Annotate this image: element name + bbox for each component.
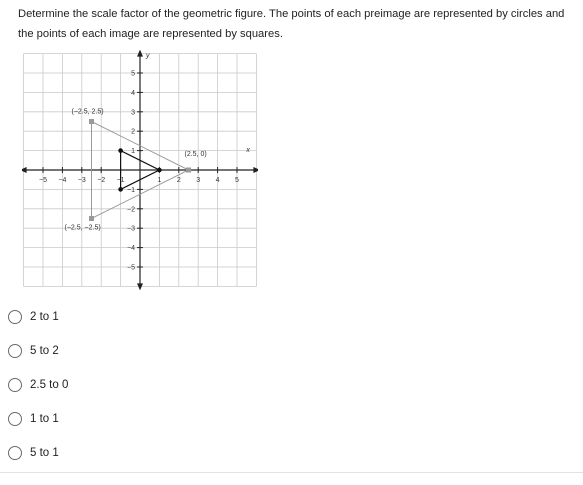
y-tick-label: −4: [127, 245, 135, 253]
choice-option[interactable]: [8, 306, 68, 328]
point-label: (−2.5, 2.5): [71, 108, 104, 116]
x-tick-label: −5: [39, 177, 47, 184]
radio-button[interactable]: [8, 378, 22, 392]
y-tick-label: 2: [131, 128, 135, 136]
choice-option[interactable]: [8, 408, 68, 430]
x-tick-label: −4: [58, 177, 67, 184]
graph-svg: [22, 50, 258, 290]
x-tick-label: 2: [176, 177, 181, 184]
x-tick-label: 1: [157, 177, 162, 184]
choice-option[interactable]: [8, 374, 68, 396]
point-label: (−2.5, −2.5): [64, 224, 101, 232]
choice-label: 2.5 to 0: [30, 379, 69, 391]
choice-label: 2 to 1: [30, 311, 59, 323]
image-point-square: [186, 168, 191, 173]
preimage-point-circle: [118, 148, 123, 153]
y-tick-label: −1: [127, 186, 135, 194]
x-axis-label: x: [246, 147, 250, 154]
x-axis-arrow-left: [22, 167, 27, 173]
y-tick-label: −3: [127, 225, 135, 233]
image-point-square: [89, 216, 94, 221]
y-tick-label: −2: [127, 206, 135, 214]
point-label: (2.5, 0): [184, 151, 207, 158]
x-tick-label: 5: [235, 177, 239, 184]
x-tick-label: −3: [77, 177, 86, 184]
answer-choices: [8, 306, 68, 476]
choice-label: 5 to 1: [30, 447, 59, 459]
question-text: Determine the scale factor of the geometric figure. The points of each preimage are represented by circles and the points of each image are represented by squares.: [18, 8, 565, 40]
y-axis-label: y: [146, 52, 150, 60]
y-tick-label: 3: [131, 109, 135, 117]
radio-button[interactable]: [8, 344, 22, 358]
choice-label: 5 to 2: [30, 345, 59, 357]
x-tick-label: −2: [97, 177, 106, 184]
divider: [0, 472, 583, 473]
radio-button[interactable]: [8, 446, 22, 460]
y-tick-labels: [127, 71, 135, 272]
image-point-square: [89, 119, 94, 124]
choice-label: 1 to 1: [30, 413, 59, 425]
coordinate-graph: [22, 50, 258, 290]
y-tick-label: 5: [131, 70, 135, 78]
preimage-point-circle: [118, 187, 123, 192]
y-tick-label: 4: [131, 89, 135, 97]
axes: [22, 50, 258, 290]
x-axis-arrow-right: [253, 167, 258, 173]
radio-button[interactable]: [8, 310, 22, 324]
x-tick-label: 4: [215, 177, 220, 184]
x-tick-label: −1: [116, 177, 125, 184]
radio-button[interactable]: [8, 412, 22, 426]
y-tick-label: −5: [127, 264, 135, 272]
choice-option[interactable]: [8, 340, 68, 362]
y-tick-label: 1: [131, 148, 135, 156]
preimage-point-circle: [157, 168, 162, 173]
choice-option[interactable]: [8, 442, 68, 464]
x-tick-label: 3: [196, 177, 201, 184]
